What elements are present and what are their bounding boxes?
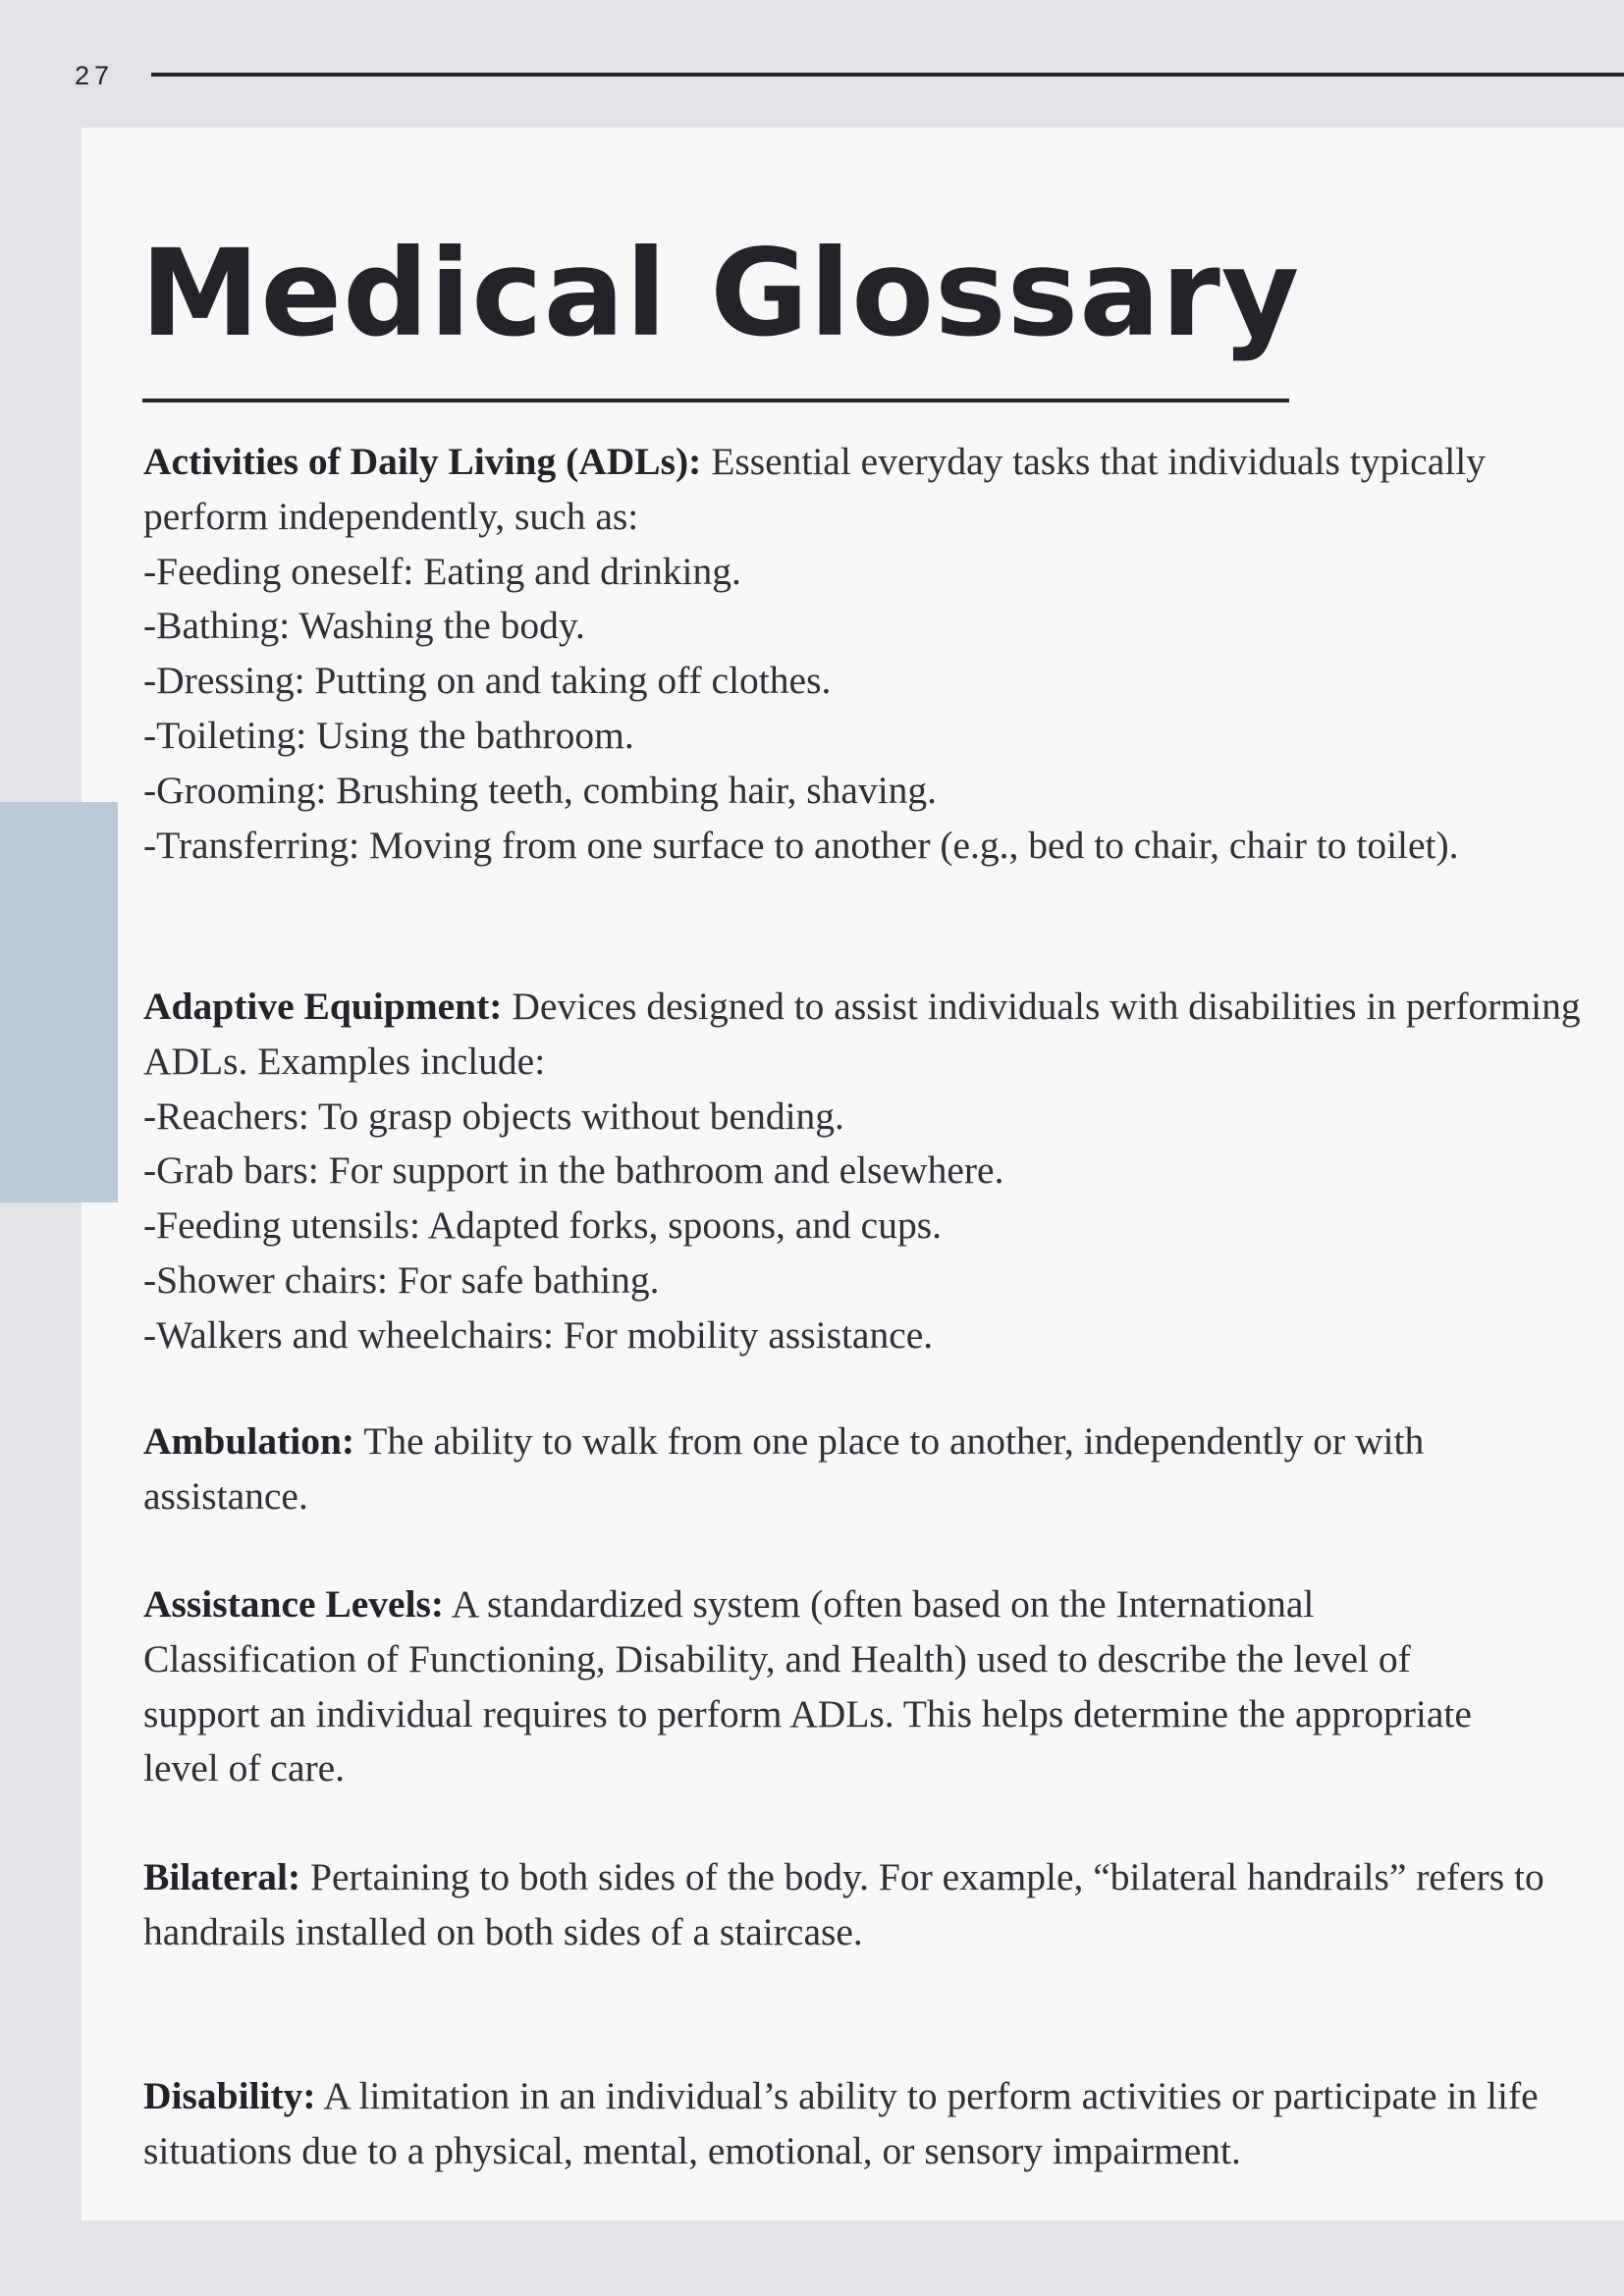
entry-definition: Pertaining to both sides of the body. For example, “bilateral handrails” refers to handrails installed on both sides of a staircase. (143, 1855, 1544, 1953)
side-tab-marker (0, 802, 118, 1202)
glossary-entry-adls (143, 435, 1587, 873)
list-item: -Bathing: Washing the body. (143, 604, 585, 648)
entry-definition: A standardized system (often based on the International Classification of Functioning, Disability, and Health) used to describe the level of support an individual requires to perform ADLs. This helps determine the appropriate level of care. (143, 1582, 1472, 1790)
list-item: -Shower chairs: For safe bathing. (143, 1257, 660, 1302)
entry-text (143, 435, 1587, 545)
list-item: -Dressing: Putting on and taking off clothes. (143, 659, 832, 703)
entry-term: Bilateral: (143, 1855, 301, 1898)
entry-text (143, 1850, 1587, 1960)
list-item: -Transferring: Moving from one surface to another (e.g., bed to chair, chair to toilet). (143, 823, 1459, 867)
entry-term: Ambulation: (143, 1419, 355, 1463)
list-item: -Reachers: To grasp objects without bending. (143, 1094, 844, 1138)
entry-text (143, 980, 1587, 1090)
list-item: -Feeding utensils: Adapted forks, spoons, and cups. (143, 1203, 942, 1248)
glossary-entry-adaptive-equipment (143, 980, 1587, 1363)
header-rule (151, 73, 1624, 77)
entry-term: Assistance Levels: (143, 1582, 445, 1626)
entry-definition: Essential everyday tasks that individuals typically perform independently, such as: (143, 440, 1486, 538)
entry-text (143, 1577, 1518, 1796)
title-rule (142, 399, 1289, 402)
list-item: -Walkers and wheelchairs: For mobility assistance. (143, 1312, 934, 1357)
glossary-entry-disability (143, 2069, 1587, 2179)
entry-text (143, 2069, 1587, 2179)
glossary-entry-ambulation (143, 1415, 1587, 1524)
glossary-entry-bilateral (143, 1850, 1587, 1960)
list-item: -Grab bars: For support in the bathroom and elsewhere. (143, 1148, 1004, 1193)
entry-term: Adaptive Equipment: (143, 985, 503, 1028)
entry-definition: The ability to walk from one place to another, independently or with assistance. (143, 1419, 1425, 1518)
entry-term: Activities of Daily Living (ADLs): (143, 440, 702, 483)
entry-text (143, 1415, 1587, 1524)
list-item: -Toileting: Using the bathroom. (143, 713, 634, 757)
entry-definition: A limitation in an individual’s ability to perform activities or participate in life situations due to a physical, mental, emotional, or sensory impairment. (143, 2074, 1539, 2172)
entry-term: Disability: (143, 2074, 316, 2117)
entry-definition: Devices designed to assist individuals with disabilities in performing ADLs. Examples include: (143, 985, 1581, 1083)
glossary-entry-assistance-levels (143, 1577, 1518, 1796)
list-item: -Feeding oneself: Eating and drinking. (143, 549, 741, 593)
list-item: -Grooming: Brushing teeth, combing hair, shaving. (143, 768, 938, 812)
page-title: Medical Glossary (140, 224, 1301, 363)
page-number: 27 (75, 61, 115, 90)
